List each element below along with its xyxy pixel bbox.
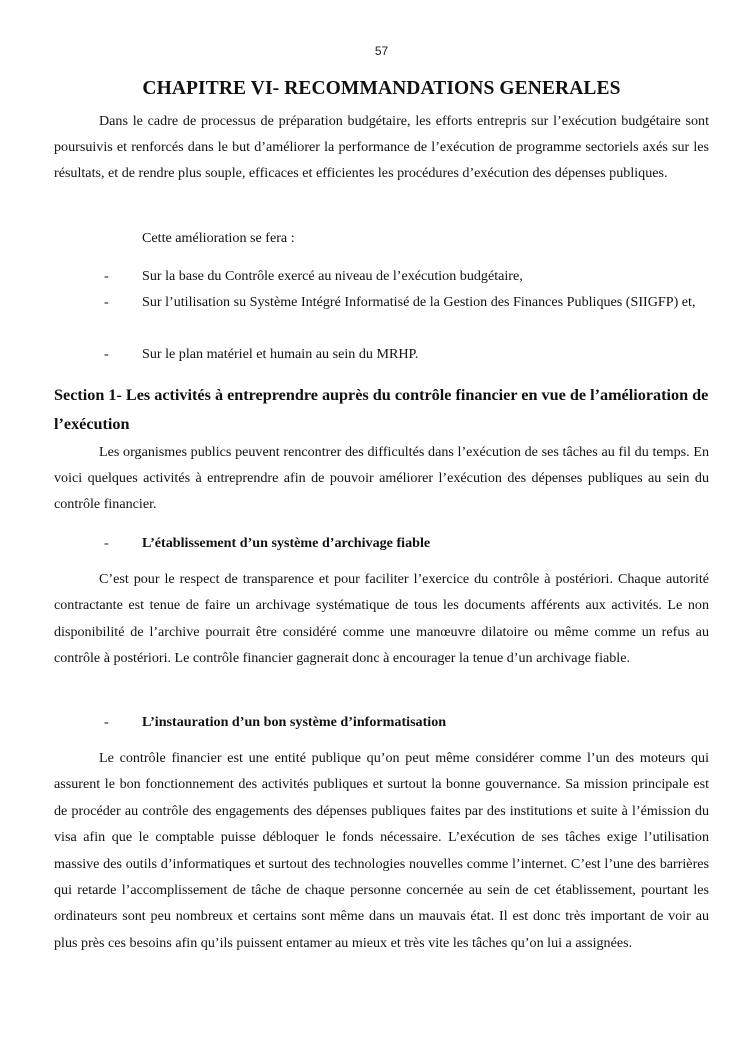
improvement-intro: Cette amélioration se fera :: [142, 230, 295, 246]
bullet-dash: -: [104, 714, 109, 730]
subsection-body: Le contrôle financier est une entité publique qu’on peut même considérer comme l’un des moteurs qui assurent le bon fonctionnement des activités publiques et surtout la bonne gouvernance. Sa mission principale est de procéder au contrôle des engagements des dépenses publiques faites par des institutions et suite à l’émission du visa afin que le comptable puisse débloquer le fonds nécessaire. L’exécution de ses tâches exige l’utilisation massive des outils d’informatiques et surtout des technologies nouvelles comme l’internet. C’est l’une des barrières qui retarde l’accomplissement de tâche de chaque personne concernée au sein de cet établissement, pourtant les ordinateurs sont peu nombreux et certains sont même dans un mauvais état. Il est donc très important de voir au plus près ces besoins afin qu’ils puissent entamer au mieux et très vite les tâches qu’on lui a assignées.: [54, 750, 709, 951]
improvement-item: [54, 263, 709, 289]
subsection-heading-text: L’établissement d’un système d’archivage fiable: [142, 535, 431, 551]
improvement-item-text: Sur l’utilisation su Système Intégré Informatisé de la Gestion des Finances Publiques (SIIGFP) et,: [142, 294, 696, 310]
subsection-heading: [54, 709, 709, 735]
bullet-dash: -: [104, 294, 109, 310]
improvement-item: [54, 341, 709, 367]
bullet-dash: -: [104, 535, 109, 551]
improvement-item: [54, 289, 709, 315]
chapter-title: CHAPITRE VI- RECOMMANDATIONS GENERALES: [142, 78, 621, 99]
section-title: Section 1- Les activités à entreprendre auprès du contrôle financier en vue de l’amélioration de l’exécution: [54, 386, 709, 433]
improvement-item-text: Sur le plan matériel et humain au sein du MRHP.: [142, 346, 419, 362]
intro-paragraph: Dans le cadre de processus de préparation budgétaire, les efforts entrepris sur l’exécution budgétaire sont poursuivis et renforcés dans le but d’améliorer la performance de l’exécution de programme sectoriels axés sur les résultats, et de rendre plus souple, efficaces et efficientes les procédures d’exécution des dépenses publiques.: [54, 113, 709, 182]
section-intro-paragraph: Les organismes publics peuvent rencontrer des difficultés dans l’exécution de ses tâches au fil du temps. En voici quelques activités à entreprendre afin de pouvoir améliorer l’exécution des dépenses publiques au sein du contrôle financier.: [54, 444, 709, 513]
bullet-dash: -: [104, 346, 109, 362]
subsection-heading: [54, 530, 709, 556]
subsection-body: C’est pour le respect de transparence et pour faciliter l’exercice du contrôle à postériori. Chaque autorité contractante est tenue de faire un archivage systématique de tous les documents afférents aux activités. Le non disponibilité de l’archive pourrait être considéré comme une manœuvre dilatoire ou même comme un refus au contrôle à postériori. Le contrôle financier gagnerait donc à encourager la tenue d’un archivage fiable.: [54, 571, 709, 667]
improvement-item-text: Sur la base du Contrôle exercé au niveau de l’exécution budgétaire,: [142, 268, 523, 284]
bullet-dash: -: [104, 268, 109, 284]
subsection-heading-text: L’instauration d’un bon système d’informatisation: [142, 714, 447, 730]
page-number: 57: [374, 44, 389, 58]
